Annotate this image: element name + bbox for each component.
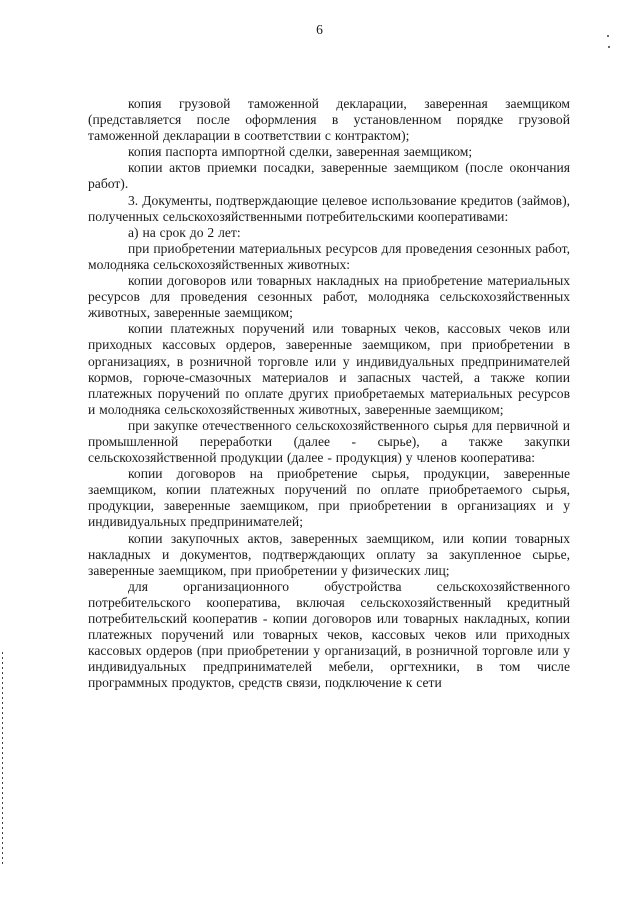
document-body <box>88 96 570 691</box>
paragraph-seasonal-resources: при приобретении материальных ресурсов для проведения сезонных работ, молодняка сельскохозяйственных животных: <box>88 240 570 272</box>
paragraph-raw-material-purchase: при закупке отечественного сельскохозяйственного сырья для первичной и промышленной переработки (далее - сырье), а также закупки сельскохозяйственной продукции (далее - продукция) у членов кооператива: <box>88 417 570 466</box>
paragraph-purchase-acts: копии закупочных актов, заверенных заемщиком, или копии товарных накладных и документов, подтверждающих оплату за закупленное сырье, заверенные заемщиком, при приобретении у физических лиц; <box>88 530 570 578</box>
paragraph-import-passport: копия паспорта импортной сделки, заверенная заемщиком; <box>128 144 473 160</box>
paragraph-subsection-a: а) на срок до 2 лет: <box>128 224 241 240</box>
scan-edge-mark <box>2 652 3 867</box>
paragraph-planting-acts: копии актов приемки посадки, заверенные заемщиком (после окончания работ). <box>88 160 570 192</box>
page-number: 6 <box>316 22 323 37</box>
scan-dot-mark <box>608 46 610 48</box>
paragraph-section-3: 3. Документы, подтверждающие целевое использование кредитов (займов), полученных сельскохозяйственными потребительскими кооперативами: <box>88 192 570 224</box>
paragraph-contracts-invoices: копии договоров или товарных накладных на приобретение материальных ресурсов для проведения сезонных работ, молодняка сельскохозяйственных животных, заверенные заемщиком; <box>88 273 570 321</box>
paragraph-raw-material-contracts: копии договоров на приобретение сырья, продукции, заверенные заемщиком, копии платежных поручений по оплате приобретаемого сырья, продукции, заверенные заемщиком, при приобретении в организациях и у индивидуальных предпринимателей; <box>88 466 570 530</box>
paragraph-organizational-setup: для организационного обустройства сельскохозяйственного потребительского кооператива, включая сельскохозяйственный кредитный потребительский кооператив - копии договоров или товарных накладных, копии платежных поручений или товарных чеков, кассовых чеков или приходных кассовых ордеров (при приобретении у организаций, в розничной торговле или у индивидуальных предпринимателей мебели, оргтехники, в том числе программных продуктов, средств связи, подключение к сети <box>88 578 570 691</box>
paragraph-customs-declaration: копия грузовой таможенной декларации, заверенная заемщиком (представляется после оформления в установленном порядке грузовой таможенной декларации в соответствии с контрактом); <box>88 96 570 144</box>
paragraph-payment-orders: копии платежных поручений или товарных чеков, кассовых чеков или приходных кассовых ордеров, заверенные заемщиком, при приобретении в организациях, в розничной торговле или у индивидуальных предпринимателей кормов, горюче-смазочных материалов и запасных частей, а также копии платежных поручений по оплате других приобретаемых материальных ресурсов и молодняка сельскохозяйственных животных, заверенные заемщиком; <box>88 321 570 417</box>
scan-dot-mark <box>607 35 609 37</box>
